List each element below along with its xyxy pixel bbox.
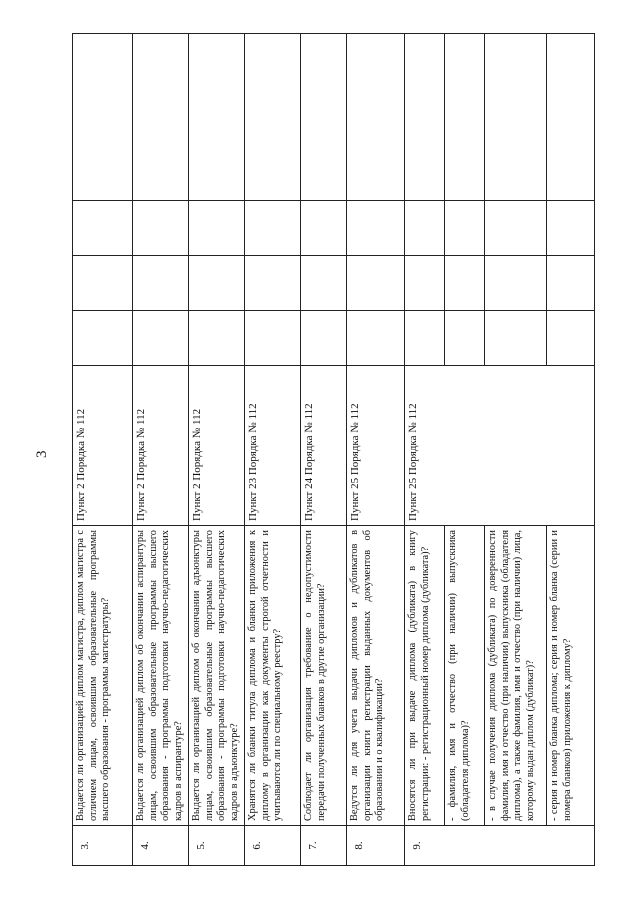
answer-cell [485,201,547,256]
checklist-table [72,33,595,866]
note-cell [301,34,347,201]
note-cell [405,34,445,201]
table-row [347,34,405,866]
answer-cell [347,256,405,311]
answer-cell [445,201,485,256]
requirement-text: - фамилия, имя и отчество (при наличии) выпускника (обладателя диплома)? [445,526,485,826]
answer-cell [245,201,301,256]
answer-cell [485,311,547,366]
answer-cell [245,311,301,366]
answer-cell [547,256,595,311]
note-cell [445,34,485,201]
table-row [133,34,189,866]
requirement-text: - в случае получения диплома (дубликата) по доверенности фамилия, имя и отчество (при наличии) выпускника (обладателя диплома), а также фамилия, имя и отчество (при наличии) лица, которому выдан диплом (дубликат)? [485,526,547,826]
requirement-text: Выдается ли организацией диплом об окончании адъюнктуры лицам, освоившим образовательные программы высшего образования - программы подготовки научно-педагогических кадров в адъюнктуре? [189,526,245,826]
legal-reference: Пункт 24 Порядка № 112 [301,366,347,526]
answer-cell [445,311,485,366]
note-cell [245,34,301,201]
checklist-table-rotated [72,34,594,866]
row-number: 8. [347,826,405,866]
answer-cell [73,256,133,311]
row-number: 6. [245,826,301,866]
answer-cell [73,311,133,366]
answer-cell [133,201,189,256]
legal-reference: Пункт 25 Порядка № 112 [405,366,595,526]
answer-cell [347,311,405,366]
row-number: 7. [301,826,347,866]
requirement-text: Соблюдает ли организация требование о недопустимости передачи полученных бланков в другие организации? [301,526,347,826]
answer-cell [133,311,189,366]
answer-cell [133,256,189,311]
row-number: 5. [189,826,245,866]
table-row [189,34,245,866]
legal-reference: Пункт 23 Порядка № 112 [245,366,301,526]
answer-cell [405,256,445,311]
answer-cell [301,201,347,256]
requirement-text: Вносятся ли при выдаче диплома (дубликата) в книгу регистрации: - регистрационный номер диплома (дубликата)? [405,526,445,826]
requirement-text: Ведутся ли для учета выдачи дипломов и дубликатов в организации книги регистрации выданных документов об образовании и о квалификации? [347,526,405,826]
answer-cell [189,256,245,311]
note-cell [73,34,133,201]
note-cell [485,34,547,201]
requirement-text: Хранятся ли бланки титула диплома и бланки приложения к диплому в организации как документы строгой отчетности и учитываются ли по специальному реестру? [245,526,301,826]
requirement-text: - серия и номер бланка диплома; серия и номер бланка (серии и номера бланков) приложения к диплому? [547,526,595,826]
note-cell [347,34,405,201]
answer-cell [485,256,547,311]
legal-reference: Пункт 25 Порядка № 112 [347,366,405,526]
answer-cell [189,201,245,256]
table-row [301,34,347,866]
page-number: 3 [34,450,50,458]
table-row [73,34,133,866]
note-cell [547,34,595,201]
row-number: 3. [73,826,133,866]
legal-reference: Пункт 2 Порядка № 112 [189,366,245,526]
answer-cell [73,201,133,256]
answer-cell [405,201,445,256]
legal-reference: Пункт 2 Порядка № 112 [73,366,133,526]
row-number: 4. [133,826,189,866]
answer-cell [347,201,405,256]
answer-cell [547,201,595,256]
requirement-text: Выдается ли организацией диплом магистра, диплом магистра с отличием лицам, освоившим образовательные программы высшего образования - программы магистратуры? [73,526,133,826]
answer-cell [405,311,445,366]
note-cell [133,34,189,201]
table-row [405,34,445,866]
note-cell [189,34,245,201]
answer-cell [245,256,301,311]
answer-cell [301,256,347,311]
requirement-text: Выдается ли организацией диплом об окончании аспирантуры лицам, освоившим образовательные программы высшего образования - программы подготовки научно-педагогических кадров в аспирантуре? [133,526,189,826]
answer-cell [547,311,595,366]
answer-cell [189,311,245,366]
legal-reference: Пункт 2 Порядка № 112 [133,366,189,526]
answer-cell [301,311,347,366]
table-row [245,34,301,866]
row-number: 9. [405,826,595,866]
answer-cell [445,256,485,311]
